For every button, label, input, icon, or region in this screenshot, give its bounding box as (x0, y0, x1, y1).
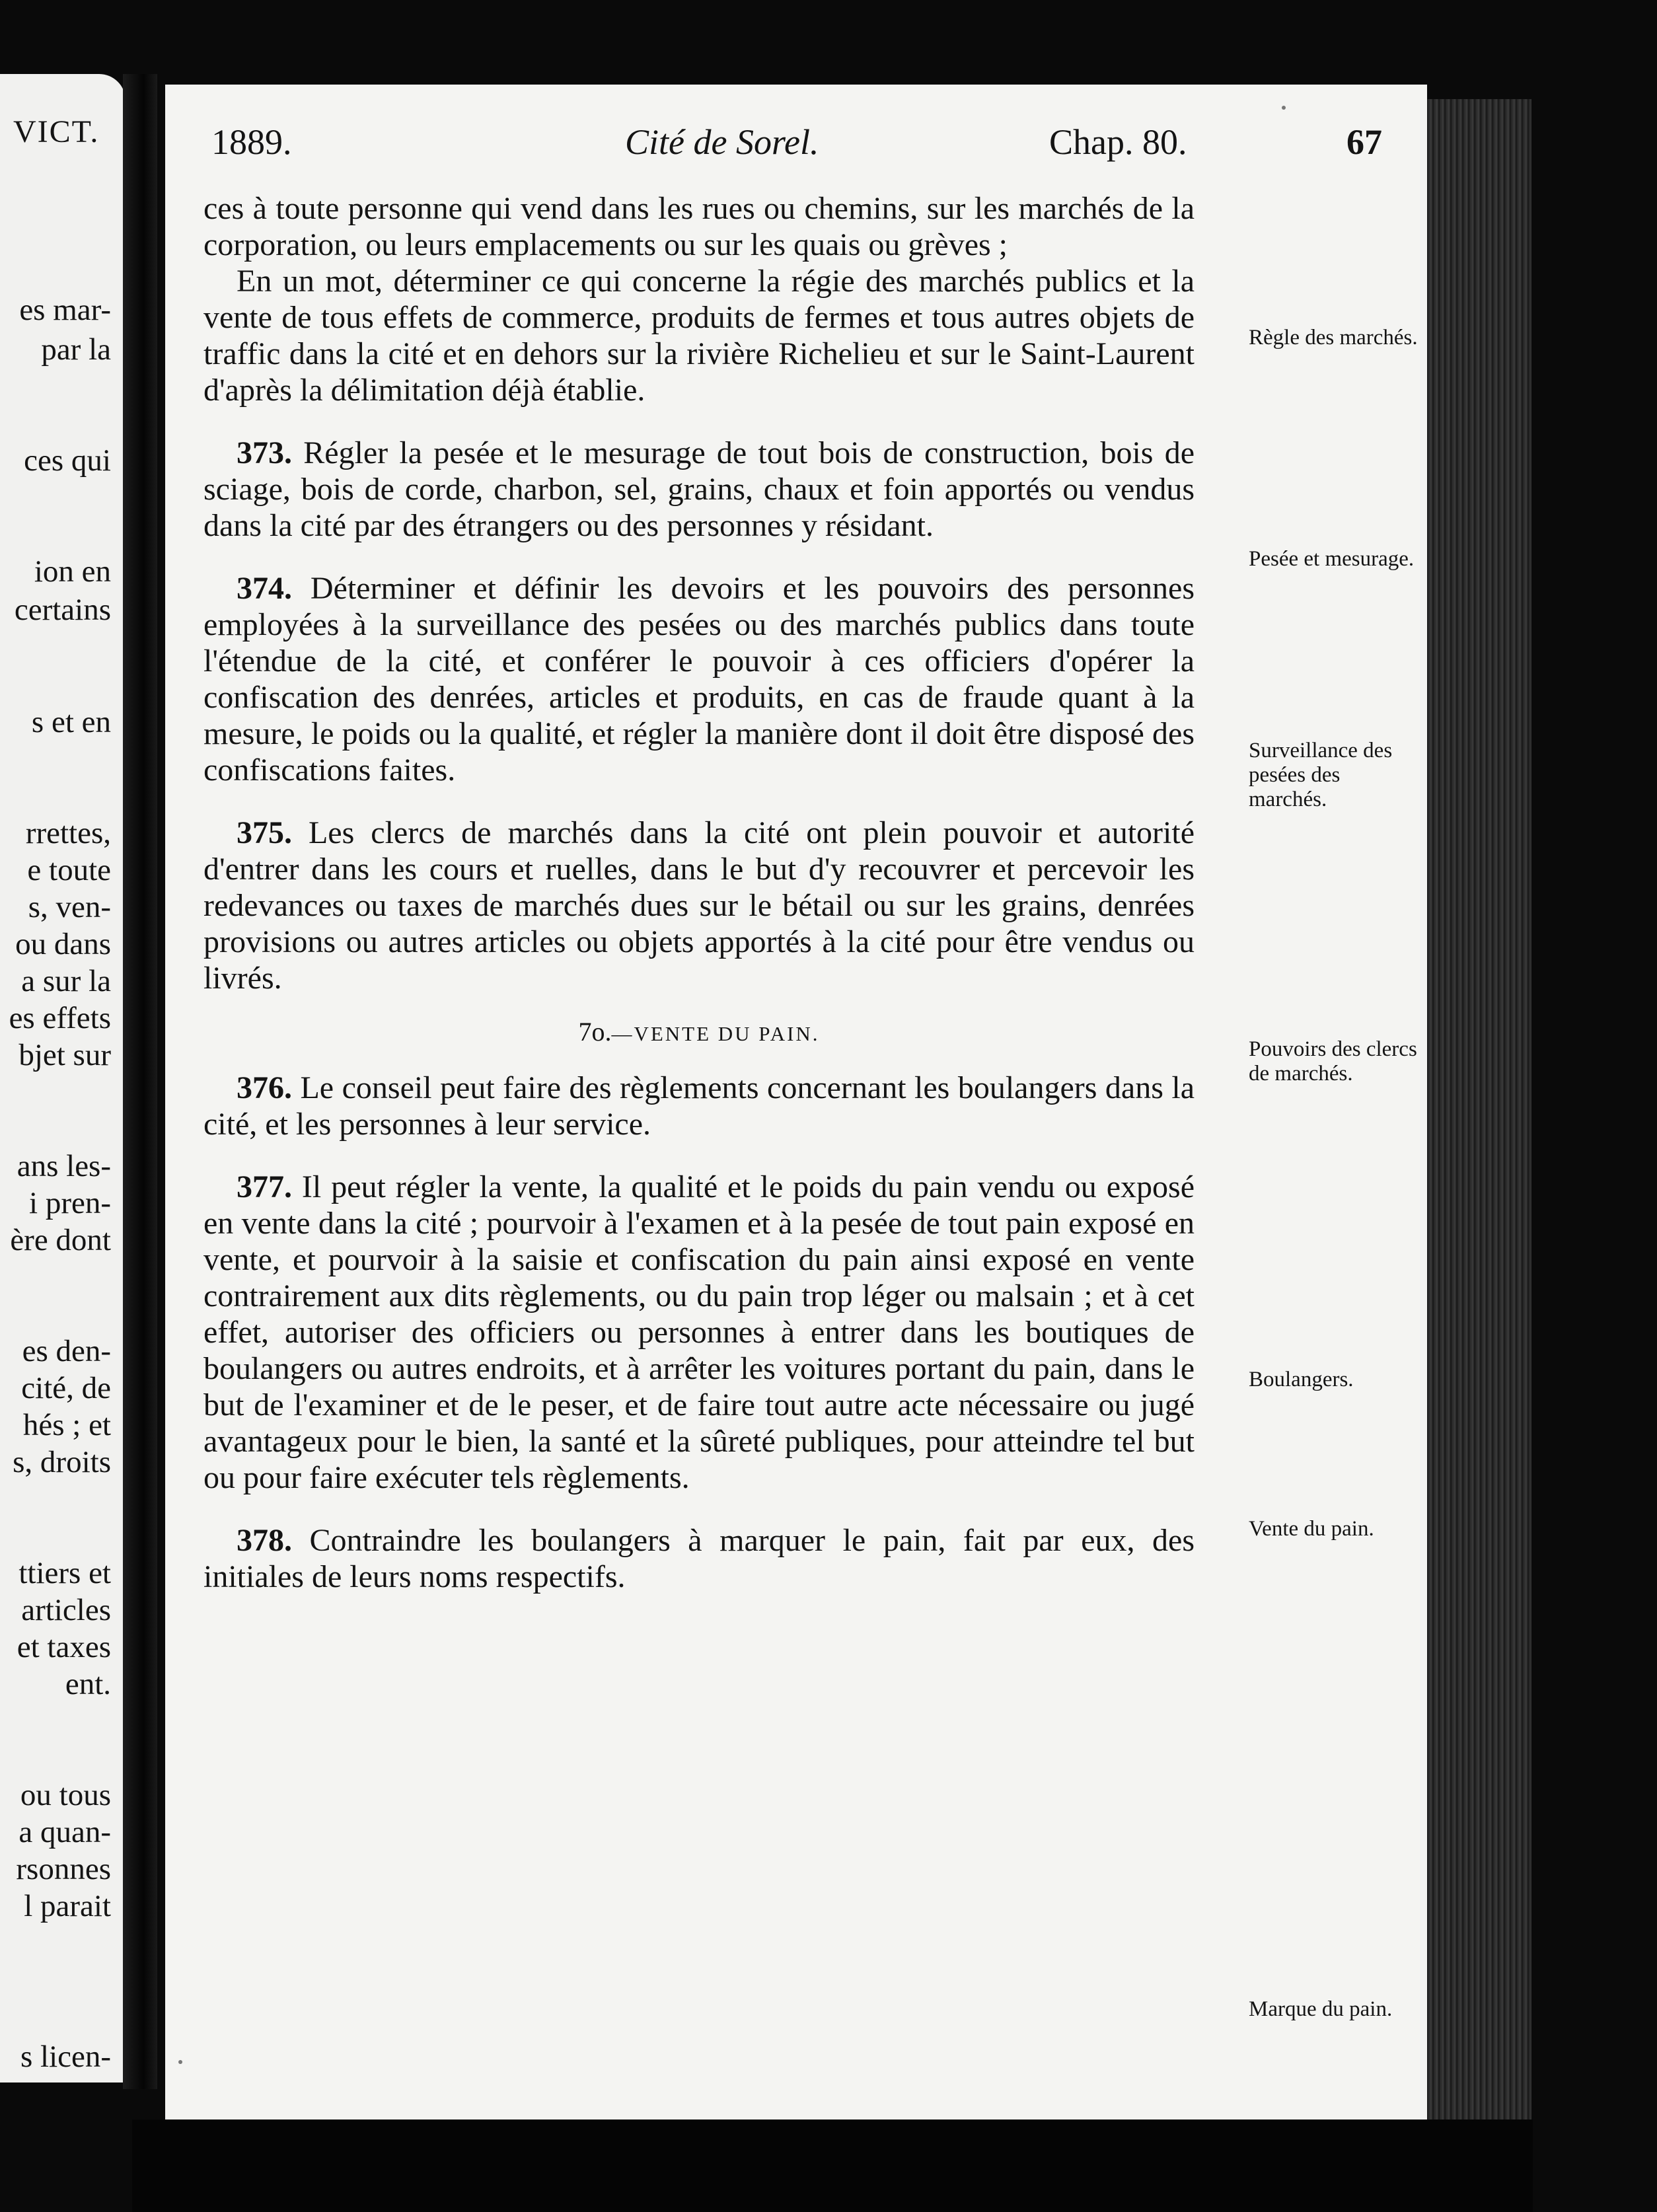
article-375 (203, 815, 1195, 996)
article-text: Régler la pesée et le mesurage de tout bois de construction, bois de sciage, bois de corde, charbon, sel, grains, chaux et foin apportés ou vendus dans la cité par des étrangers ou des personnes y résidant. (203, 435, 1195, 543)
paragraph-text: ces à toute personne qui vend dans les rues ou chemins, sur les marchés de la corporation, ou leurs emplacements ou sur les quais ou grèves ; (203, 191, 1195, 262)
facing-page-fragment: ou tous (20, 1778, 111, 1812)
facing-page-fragment: rrettes, (25, 816, 111, 850)
scan-speck (1282, 106, 1286, 110)
facing-page-fragment: es mar- (19, 293, 111, 327)
page-number: 67 (1346, 122, 1382, 162)
facing-page-fragment: hés ; et (22, 1408, 111, 1442)
margin-note: Marque du pain. (1249, 1997, 1393, 2021)
article-376 (203, 1070, 1195, 1142)
paragraph-continuation (203, 190, 1195, 263)
facing-page-fragment: a sur la (21, 964, 111, 998)
facing-page-fragment: s, ven- (28, 890, 111, 924)
scan-shadow (132, 2120, 1533, 2212)
margin-note: Pesée et mesurage. (1249, 547, 1415, 571)
article-text: Contraindre les boulangers à marquer le pain, fait par eux, des initiales de leurs noms respectifs. (203, 1523, 1195, 1594)
margin-note: Règle des marchés. (1249, 326, 1418, 350)
margin-note: Vente du pain. (1249, 1517, 1374, 1541)
facing-page-fragment: e toute (27, 853, 111, 887)
article-number: 374. (237, 571, 292, 606)
article-text: Déterminer et définir les devoirs et les pouvoirs des personnes employées à la surveillance des pesées ou des marchés publics dans toute l'étendue de la cité, et conférer le pouvoir à ces officiers d'opérer la confiscation des denrées, articles et produits, en cas de fraude quant à la mesure, le poids ou la qualité, et régler la manière dont il doit être disposé des confiscations faites. (203, 571, 1195, 788)
article-number: 373. (237, 435, 292, 470)
facing-page-fragment: certains (14, 593, 111, 627)
margin-note: Pouvoirs des clercs de marchés. (1249, 1037, 1417, 1086)
section-title: —VENTE DU PAIN. (611, 1022, 820, 1045)
body-text (203, 190, 1195, 1595)
margin-note: Boulangers. (1249, 1368, 1354, 1391)
facing-page-fragment: bjet sur (18, 1038, 111, 1072)
facing-page-fragment: ces qui (24, 443, 111, 478)
facing-page-fragment: es den- (22, 1334, 111, 1368)
book-gutter (123, 74, 157, 2089)
paragraph (203, 263, 1195, 408)
facing-page-fragment: rsonnes (16, 1852, 111, 1886)
running-head (203, 122, 1380, 168)
article-number: 377. (237, 1169, 292, 1204)
section-number: 7o. (578, 1017, 612, 1047)
book-page (165, 85, 1427, 2120)
article-number: 376. (237, 1070, 292, 1105)
facing-page-fragment: l parait (24, 1889, 111, 1923)
article-text: Il peut régler la vente, la qualité et le poids du pain vendu ou exposé en vente dans la cité ; pourvoir à l'examen et à la pesée de tout pain exposé en vente, et pourvoir à la saisie et confiscation du pain ainsi exposé en vente contrairement aux dits règlements, ou du pain trop léger ou malsain ; et à cet effet, autoriser des officiers ou personnes à entrer dans les boutiques de boulangers ou autres endroits, et à arrêter les voitures portant du pain, dans le but de l'examiner et de le peser, et de faire tout autre acte nécessaire ou jugé avantageux pour le bien, la santé et la sûreté publiques, pour atteindre tel but ou pour faire exécuter tels règlements. (203, 1169, 1195, 1495)
facing-page-fragment: i pren- (29, 1186, 111, 1220)
margin-note: Surveillance des pesées des marchés. (1249, 739, 1393, 811)
scan-speck (178, 2060, 182, 2064)
facing-page-fragment: ttiers et (18, 1556, 111, 1590)
facing-page-fragment: ans les- (17, 1149, 111, 1183)
facing-page-fragment: s et en (31, 705, 111, 739)
article-number: 375. (237, 815, 292, 850)
facing-page-fragment: par la (41, 332, 111, 367)
article-374 (203, 570, 1195, 788)
chapter-number: Chap. 80. (1049, 122, 1187, 162)
facing-page-fragment: ère dont (10, 1223, 111, 1257)
facing-page (0, 74, 126, 2083)
facing-page-header: VICT. (13, 114, 100, 149)
facing-page-fragment: articles (21, 1593, 111, 1627)
year: 1889. (211, 122, 292, 162)
article-373 (203, 435, 1195, 544)
facing-page-fragment: cité, de (21, 1371, 111, 1405)
facing-page-fragment: a quan- (18, 1815, 111, 1849)
facing-page-fragment: s licen- (20, 2040, 111, 2074)
running-title: Cité de Sorel. (625, 122, 819, 162)
paragraph-text: En un mot, déterminer ce qui concerne la régie des marchés publics et la vente de tous effets de commerce, produits de fermes et tous autres objets de traffic dans la cité et en dehors sur la rivière Richelieu et sur le Saint-Laurent d'après la délimitation déjà établie. (203, 264, 1195, 408)
facing-page-fragment: ent. (65, 1667, 111, 1701)
facing-page-fragment: es effets (9, 1001, 111, 1035)
facing-page-fragment: ou dans (15, 927, 111, 961)
section-heading (203, 1016, 1195, 1047)
article-number: 378. (237, 1523, 292, 1558)
facing-page-fragment: s, droits (13, 1445, 111, 1479)
article-378 (203, 1522, 1195, 1595)
article-text: Le conseil peut faire des règlements concernant les boulangers dans la cité, et les personnes à leur service. (203, 1070, 1195, 1142)
facing-page-fragment: ion en (34, 554, 111, 589)
facing-page-fragment: et taxes (17, 1630, 111, 1664)
article-text: Les clercs de marchés dans la cité ont plein pouvoir et autorité d'entrer dans les cours et ruelles, dans le but d'y recouvrer et percevoir les redevances ou taxes de marchés dues sur le bétail ou sur les grains, denrées provisions ou autres articles ou objets apportés à la cité pour être vendus ou livrés. (203, 815, 1195, 996)
article-377 (203, 1169, 1195, 1496)
